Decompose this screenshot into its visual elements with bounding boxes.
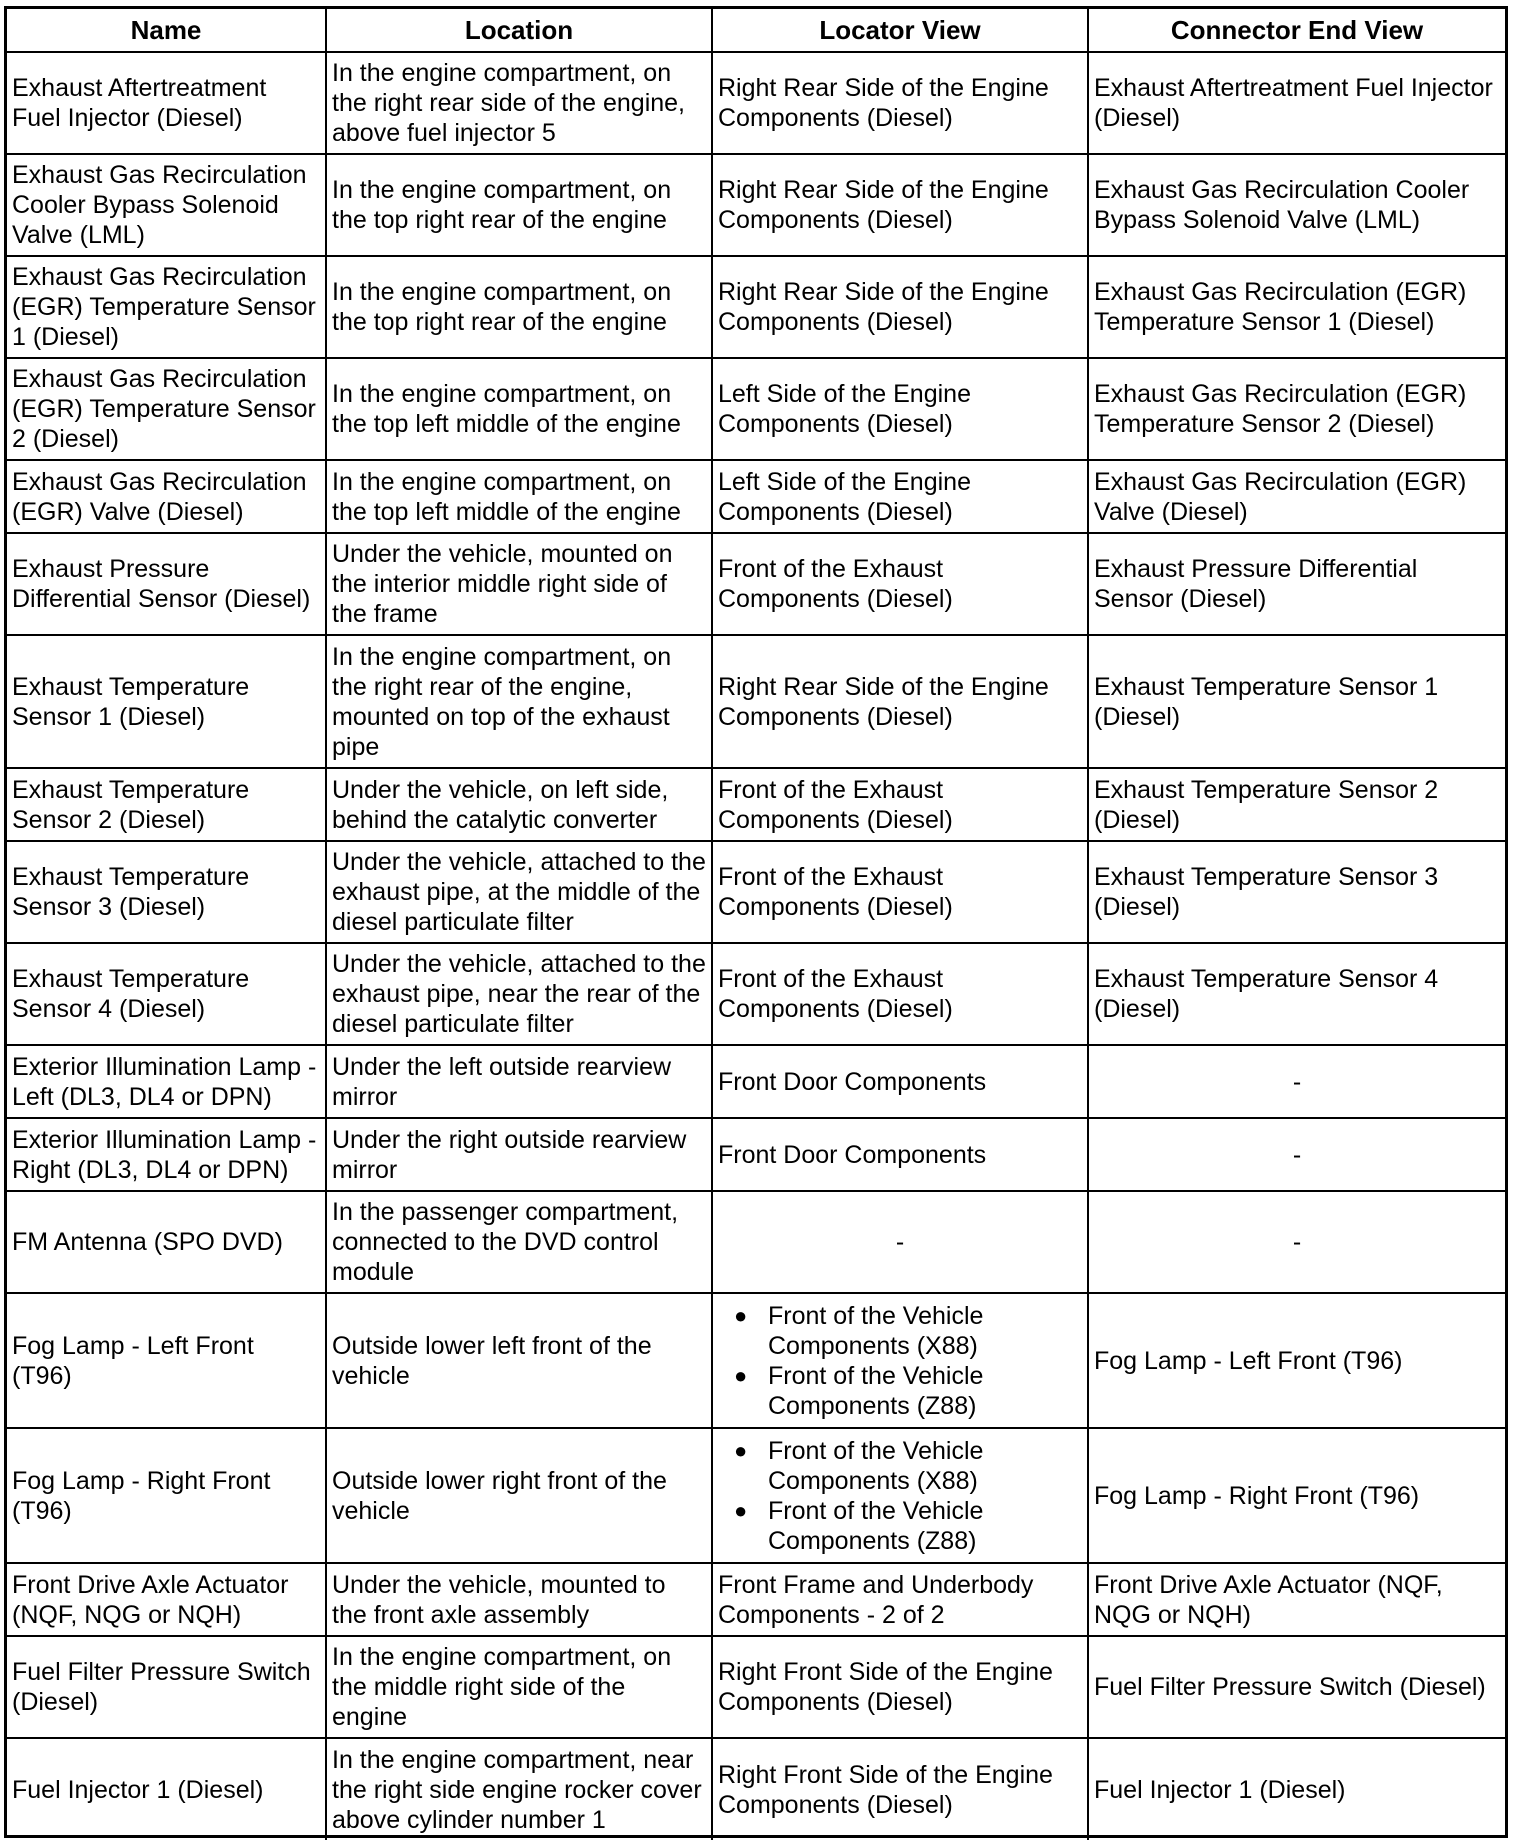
header-locator-view: Locator View xyxy=(712,9,1088,52)
cell-locator-view: Front of the Exhaust Components (Diesel) xyxy=(712,841,1088,943)
cell-locator-view: Right Rear Side of the Engine Components (Diesel) xyxy=(712,154,1088,256)
component-locator-table-sheet xyxy=(4,6,1508,1838)
cell-name: Exhaust Pressure Differential Sensor (Diesel) xyxy=(7,533,326,635)
cell-connector-end-view: Exhaust Gas Recirculation (EGR) Valve (Diesel) xyxy=(1088,460,1505,533)
cell-name: Exhaust Aftertreatment Fuel Injector (Diesel) xyxy=(7,52,326,154)
cell-connector-end-view: Front Drive Axle Actuator (NQF, NQG or NQH) xyxy=(1088,1563,1505,1636)
table-row xyxy=(7,1428,1505,1563)
table-row xyxy=(7,841,1505,943)
table-row xyxy=(7,154,1505,256)
cell-location: In the engine compartment, on the top right rear of the engine xyxy=(326,154,712,256)
cell-locator-view: Front Door Components xyxy=(712,1118,1088,1191)
cell-location: Under the left outside rearview mirror xyxy=(326,1045,712,1118)
table-row xyxy=(7,768,1505,841)
cell-connector-end-view: Fuel Injector 1 (Diesel) xyxy=(1088,1738,1505,1840)
cell-location: In the engine compartment, on the top left middle of the engine xyxy=(326,358,712,460)
cell-connector-end-view: Exhaust Temperature Sensor 1 (Diesel) xyxy=(1088,635,1505,768)
component-locator-table xyxy=(7,9,1505,1840)
table-row xyxy=(7,943,1505,1045)
cell-connector-end-view: - xyxy=(1088,1191,1505,1293)
cell-name: Fog Lamp - Left Front (T96) xyxy=(7,1293,326,1428)
locator-view-list-item: ● Front of the Vehicle Components (Z88) xyxy=(768,1496,1082,1556)
cell-name: Exhaust Temperature Sensor 4 (Diesel) xyxy=(7,943,326,1045)
cell-connector-end-view: Exhaust Gas Recirculation Cooler Bypass Solenoid Valve (LML) xyxy=(1088,154,1505,256)
header-row xyxy=(7,9,1505,52)
cell-name: Exterior Illumination Lamp - Right (DL3, DL4 or DPN) xyxy=(7,1118,326,1191)
cell-locator-view: Front of the Exhaust Components (Diesel) xyxy=(712,943,1088,1045)
cell-connector-end-view: Exhaust Pressure Differential Sensor (Diesel) xyxy=(1088,533,1505,635)
cell-location: Under the vehicle, mounted on the interior middle right side of the frame xyxy=(326,533,712,635)
cell-connector-end-view: - xyxy=(1088,1045,1505,1118)
table-row xyxy=(7,1293,1505,1428)
table-row xyxy=(7,460,1505,533)
table-row xyxy=(7,1118,1505,1191)
cell-location: Outside lower left front of the vehicle xyxy=(326,1293,712,1428)
cell-locator-view xyxy=(712,1293,1088,1428)
cell-connector-end-view: Exhaust Gas Recirculation (EGR) Temperature Sensor 1 (Diesel) xyxy=(1088,256,1505,358)
table-row xyxy=(7,1045,1505,1118)
cell-locator-view: Left Side of the Engine Components (Diesel) xyxy=(712,358,1088,460)
cell-locator-view: Front Door Components xyxy=(712,1045,1088,1118)
cell-name: Exhaust Gas Recirculation (EGR) Temperature Sensor 1 (Diesel) xyxy=(7,256,326,358)
cell-locator-view: Right Rear Side of the Engine Components (Diesel) xyxy=(712,52,1088,154)
cell-name: Exhaust Temperature Sensor 2 (Diesel) xyxy=(7,768,326,841)
cell-name: Exhaust Temperature Sensor 1 (Diesel) xyxy=(7,635,326,768)
cell-location: Under the vehicle, on left side, behind the catalytic converter xyxy=(326,768,712,841)
cell-location: In the engine compartment, near the right side engine rocker cover above cylinder number 1 xyxy=(326,1738,712,1840)
locator-view-list-item: ● Front of the Vehicle Components (X88) xyxy=(768,1436,1082,1496)
cell-locator-view: Left Side of the Engine Components (Diesel) xyxy=(712,460,1088,533)
locator-view-list xyxy=(718,1301,1082,1421)
cell-location: Under the vehicle, attached to the exhaust pipe, at the middle of the diesel particulate filter xyxy=(326,841,712,943)
cell-connector-end-view: Fuel Filter Pressure Switch (Diesel) xyxy=(1088,1636,1505,1738)
cell-location: Under the vehicle, attached to the exhaust pipe, near the rear of the diesel particulate filter xyxy=(326,943,712,1045)
cell-connector-end-view: Fog Lamp - Left Front (T96) xyxy=(1088,1293,1505,1428)
cell-connector-end-view: Exhaust Temperature Sensor 2 (Diesel) xyxy=(1088,768,1505,841)
cell-location: Outside lower right front of the vehicle xyxy=(326,1428,712,1563)
cell-locator-view: Right Front Side of the Engine Components (Diesel) xyxy=(712,1636,1088,1738)
table-row xyxy=(7,635,1505,768)
cell-location: Under the right outside rearview mirror xyxy=(326,1118,712,1191)
header-connector-end-view: Connector End View xyxy=(1088,9,1505,52)
cell-name: Front Drive Axle Actuator (NQF, NQG or NQH) xyxy=(7,1563,326,1636)
table-row xyxy=(7,1738,1505,1840)
cell-name: Fog Lamp - Right Front (T96) xyxy=(7,1428,326,1563)
cell-name: Exterior Illumination Lamp - Left (DL3, DL4 or DPN) xyxy=(7,1045,326,1118)
table-row xyxy=(7,52,1505,154)
cell-locator-view: Front Frame and Underbody Components - 2 of 2 xyxy=(712,1563,1088,1636)
table-row xyxy=(7,533,1505,635)
cell-locator-view: Right Rear Side of the Engine Components (Diesel) xyxy=(712,635,1088,768)
header-location: Location xyxy=(326,9,712,52)
cell-locator-view: Right Rear Side of the Engine Components (Diesel) xyxy=(712,256,1088,358)
table-row xyxy=(7,358,1505,460)
cell-connector-end-view: Fog Lamp - Right Front (T96) xyxy=(1088,1428,1505,1563)
cell-name: Fuel Filter Pressure Switch (Diesel) xyxy=(7,1636,326,1738)
cell-name: FM Antenna (SPO DVD) xyxy=(7,1191,326,1293)
cell-name: Exhaust Temperature Sensor 3 (Diesel) xyxy=(7,841,326,943)
cell-location: In the passenger compartment, connected to the DVD control module xyxy=(326,1191,712,1293)
cell-locator-view: Front of the Exhaust Components (Diesel) xyxy=(712,768,1088,841)
cell-name: Exhaust Gas Recirculation (EGR) Temperature Sensor 2 (Diesel) xyxy=(7,358,326,460)
cell-location: In the engine compartment, on the top right rear of the engine xyxy=(326,256,712,358)
cell-connector-end-view: - xyxy=(1088,1118,1505,1191)
locator-view-list xyxy=(718,1436,1082,1556)
cell-connector-end-view: Exhaust Gas Recirculation (EGR) Temperature Sensor 2 (Diesel) xyxy=(1088,358,1505,460)
header-name: Name xyxy=(7,9,326,52)
cell-location: Under the vehicle, mounted to the front axle assembly xyxy=(326,1563,712,1636)
cell-locator-view: Right Front Side of the Engine Components (Diesel) xyxy=(712,1738,1088,1840)
cell-location: In the engine compartment, on the right rear side of the engine, above fuel injector 5 xyxy=(326,52,712,154)
locator-view-list-item: ● Front of the Vehicle Components (X88) xyxy=(768,1301,1082,1361)
cell-location: In the engine compartment, on the right rear of the engine, mounted on top of the exhaust pipe xyxy=(326,635,712,768)
locator-view-list-item: ● Front of the Vehicle Components (Z88) xyxy=(768,1361,1082,1421)
cell-connector-end-view: Exhaust Aftertreatment Fuel Injector (Diesel) xyxy=(1088,52,1505,154)
table-row xyxy=(7,256,1505,358)
cell-locator-view: Front of the Exhaust Components (Diesel) xyxy=(712,533,1088,635)
table-row xyxy=(7,1563,1505,1636)
table-row xyxy=(7,1636,1505,1738)
cell-locator-view: - xyxy=(712,1191,1088,1293)
cell-name: Exhaust Gas Recirculation Cooler Bypass Solenoid Valve (LML) xyxy=(7,154,326,256)
cell-connector-end-view: Exhaust Temperature Sensor 4 (Diesel) xyxy=(1088,943,1505,1045)
table-row xyxy=(7,1191,1505,1293)
cell-locator-view xyxy=(712,1428,1088,1563)
cell-name: Exhaust Gas Recirculation (EGR) Valve (Diesel) xyxy=(7,460,326,533)
cell-location: In the engine compartment, on the middle right side of the engine xyxy=(326,1636,712,1738)
cell-connector-end-view: Exhaust Temperature Sensor 3 (Diesel) xyxy=(1088,841,1505,943)
cell-name: Fuel Injector 1 (Diesel) xyxy=(7,1738,326,1840)
cell-location: In the engine compartment, on the top left middle of the engine xyxy=(326,460,712,533)
